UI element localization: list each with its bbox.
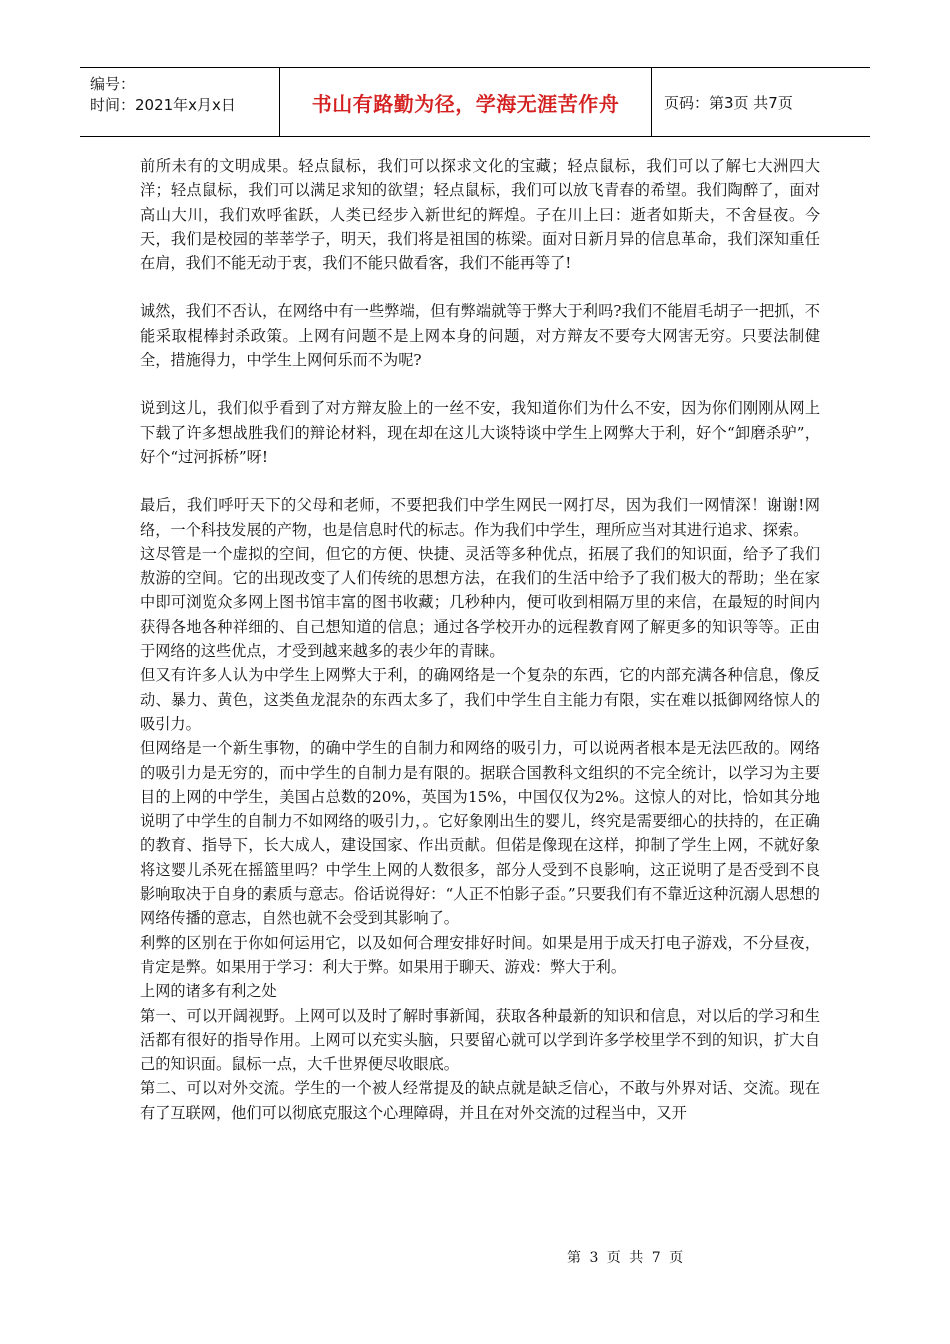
- header-page-number: 页码：第3页 共7页: [664, 93, 793, 112]
- paragraph: 前所未有的文明成果。轻点鼠标，我们可以探求文化的宝藏；轻点鼠标，我们可以了解七大洲四大洋；轻点鼠标，我们可以满足求知的欲望；轻点鼠标，我们可以放飞青春的希望。我们陶醉了，面对高山大川，我们欢呼雀跃，人类已经步入新世纪的辉煌。子在川上曰：逝者如斯夫，不舍昼夜。今天，我们是校园的莘莘学子，明天，我们将是祖国的栋梁。面对日新月异的信息革命，我们深知重任在肩，我们不能无动于衷，我们不能只做看客，我们不能再等了!: [140, 157, 820, 273]
- paragraph: 说到这儿，我们似乎看到了对方辩友脸上的一丝不安，我知道你们为什么不安，因为你们刚刚从网上下载了许多想战胜我们的辩论材料，现在却在这儿大谈特谈中学生上网弊大于利，好个“卸磨杀驴”，好个“过河拆桥”呀!: [140, 399, 820, 466]
- paragraph-gap: [140, 372, 820, 396]
- header-meta: [80, 68, 280, 136]
- document-header: [80, 67, 870, 137]
- document-body: [140, 154, 820, 1125]
- paragraph-gap: [140, 275, 820, 299]
- paragraph: 第一、可以开阔视野。上网可以及时了解时事新闻，获取各种最新的知识和信息，对以后的学习和生活都有很好的指导作用。上网可以充实头脑，只要留心就可以学到许多学校里学不到的知识，扩大自己的知识面。鼠标一点，大千世界便尽收眼底。: [140, 1006, 820, 1074]
- paragraph: 最后，我们呼吁天下的父母和老师，不要把我们中学生网民一网打尽，因为我们一网情深！谢谢!网络，一个科技发展的产物，也是信息时代的标志。作为我们中学生，理所应当对其进行追求、探索。: [140, 496, 820, 539]
- doc-date-label: 时间：2021年x月x日: [90, 96, 236, 114]
- doc-number-label: 编号：: [90, 75, 136, 93]
- paragraph: 但网络是一个新生事物，的确中学生的自制力和网络的吸引力，可以说两者根本是无法匹敌的。网络的吸引力是无穷的，而中学生的自制力是有限的。据联合国教科文组织的不完全统计，以学习为主要目的上网的中学生，美国占总数的20%，英国为15%，中国仅仅为2%。这惊人的对比，恰如其分地说明了中学生的自制力不如网络的吸引力，。它好象刚出生的婴儿，终究是需要细心的扶持的，在正确的教育、指导下，长大成人，建设国家、作出贡献。但偌是像现在这样，抑制了学生上网，不就好象将这婴儿杀死在摇篮里吗？中学生上网的人数很多，部分人受到不良影响，这正说明了是否受到不良影响取决于自身的素质与意志。俗话说得好：“人正不怕影子歪。”只要我们有不靠近这种沉溺人思想的网络传播的意志，自然也就不会受到其影响了。: [140, 739, 820, 928]
- paragraph: 这尽管是一个虚拟的空间，但它的方便、快捷、灵活等多种优点，拓展了我们的知识面，给予了我们敖游的空间。它的出现改变了人们传统的思想方法，在我们的生活中给予了我们极大的帮助；坐在家中即可浏览众多网上图书馆丰富的图书收藏；几秒种内，便可收到相隔万里的来信，在最短的时间内获得各地各种祥细的、自己想知道的信息；通过各学校开办的远程教育网了解更多的知识等等。正由于网络的这些优点，才受到越来越多的表少年的青睐。: [140, 544, 820, 661]
- paragraph: 诚然，我们不否认，在网络中有一些弊端，但有弊端就等于弊大于利吗?我们不能眉毛胡子一把抓，不能采取棍棒封杀政策。上网有问题不是上网本身的问题，对方辩友不要夸大网害无穷。只要法制健全，措施得力，中学生上网何乐而不为呢?: [140, 302, 820, 370]
- paragraph: 利弊的区别在于你如何运用它，以及如何合理安排好时间。如果是用于成天打电子游戏，不分昼夜，肯定是弊。如果用于学习：利大于弊。如果用于聊天、游戏：弊大于利。: [140, 933, 820, 976]
- paragraph: 但又有许多人认为中学生上网弊大于利，的确网络是一个复杂的东西，它的内部充满各种信息，像反动、暴力、黄色，这类鱼龙混杂的东西太多了，我们中学生自主能力有限，实在难以抵御网络惊人的吸引力。: [140, 666, 820, 733]
- page-footer: 第 3 页 共 7 页: [567, 1250, 684, 1266]
- section-heading: 上网的诸多有利之处: [140, 982, 277, 1001]
- header-motto: 书山有路勤为径，学海无涯苦作舟: [280, 68, 652, 136]
- paragraph-gap: [140, 469, 820, 493]
- paragraph: 第二、可以对外交流。学生的一个被人经常提及的缺点就是缺乏信心，不敢与外界对话、交流。现在有了互联网，他们可以彻底克服这个心理障碍，并且在对外交流的过程当中，又开: [140, 1079, 820, 1122]
